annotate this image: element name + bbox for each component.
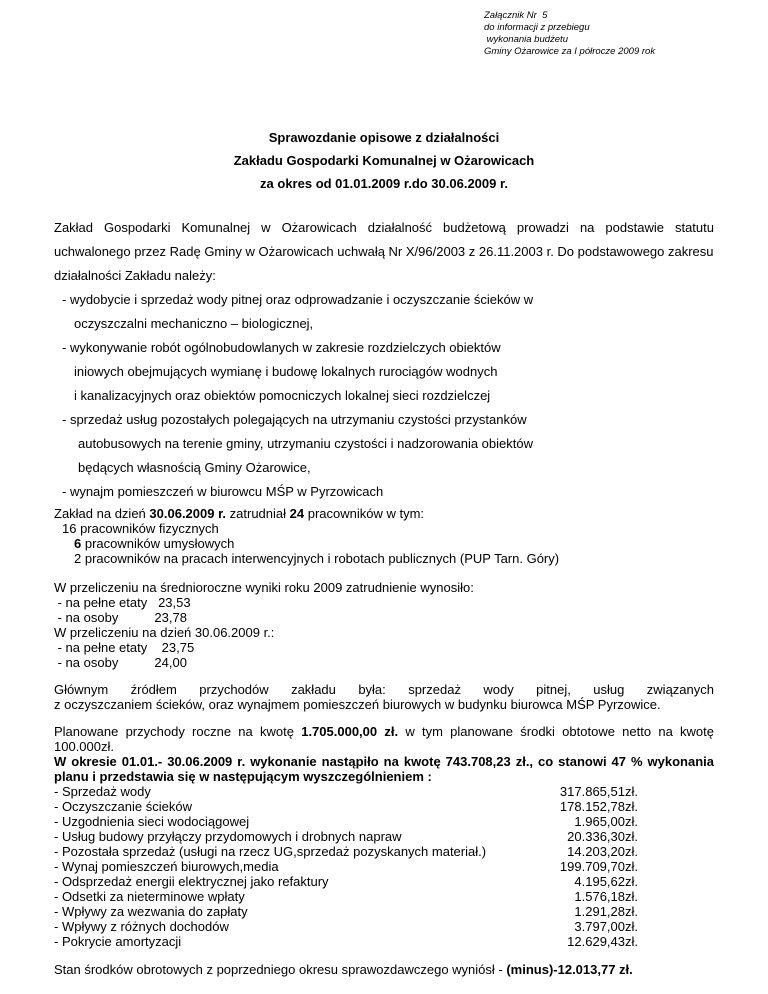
income-item-value: 1.576,18zł. [574,889,638,904]
scope-item: - wynajm pomieszczeń w biurowcu MŚP w Pyrzowicach [62,484,384,499]
income-item-value: 4.195,62zł. [574,874,638,889]
intro-line: Zakład Gospodarki Komunalnej w Ożarowicach działalność budżetową prowadzi na podstawie statutu [54,220,714,235]
income-source-line: z oczyszczaniem ścieków, oraz wynajmem pomieszczeń biurowych w budynku biurowca MŚP Pyrzowice. [54,697,661,712]
document-title-line-1: Sprawozdanie opisowe z działalności [268,130,500,145]
intro-line: uchwalonego przez Radę Gminy w Ożarowicach uchwałą Nr X/96/2003 z 26.11.2003 r. Do podstawowego zakresu [54,244,714,259]
averages-line: - na pełne etaty 23,53 [54,595,191,610]
income-item-value: 178.152,78zł. [559,799,638,814]
income-item-label: - Pozostała sprzedaż (usługi na rzecz UG,sprzedaż pozyskanych materiał.) [54,844,487,859]
income-item-label: - Pokrycie amortyzacji [54,934,182,949]
income-item-label: - Uzgodnienia sieci wodociągowej [54,814,250,829]
employment-office: 6 pracowników umysłowych [74,536,235,551]
planned-income-line: Planowane przychody roczne na kwotę 1.705.000,00 zł. w tym planowane środki obtotowe netto na kwotę [54,724,714,739]
scope-item: - wykonywanie robót ogólnobudowlanych w zakresie rozdzielczych obiektów [62,340,501,355]
execution-line: W okresie 01.01.- 30.06.2009 r. wykonanie nastąpiło na kwotę 743.708,23 zł., co stanowi 47 % wykonania [54,754,714,769]
scope-item: - wydobycie i sprzedaż wody pitnej oraz odprowadzanie i oczyszczanie ścieków w [62,292,534,307]
attachment-note-line: do informacji z przebiegu [484,22,590,33]
attachment-note-line: wykonania budżetu [484,34,568,45]
income-item-value: 317.865,51zł. [559,784,638,799]
scope-item: autobusowych na terenie gminy, utrzymaniu czystości i nadzorowania obiektów [78,436,533,451]
income-item-value: 1.291,28zł. [574,904,638,919]
employment-intervention: 2 pracowników na pracach interwencyjnych i robotach publicznych (PUP Tarn. Góry) [74,551,560,566]
income-item-label: - Sprzedaż wody [54,784,151,799]
income-item-label: - Wpływy za wezwania do zapłaty [54,904,248,919]
averages-line: - na pełne etaty 23,75 [54,640,195,655]
document-title-line-3: za okres od 01.01.2009 r.do 30.06.2009 r. [260,176,508,191]
income-item-value: 1.965,00zł. [574,814,638,829]
employment-line: Zakład na dzień 30.06.2009 r. zatrudniał 24 pracowników w tym: [54,506,425,521]
attachment-note [484,10,655,58]
execution-line: planu i przedstawia się w następującym wyszczególnieniem : [54,769,432,784]
averages-line: - na osoby 23,78 [54,610,187,625]
scope-item: i kanalizacyjnych oraz obiektów pomocniczych lokalnej sieci rozdzielczej [74,388,491,403]
income-item-label: - Wynaj pomieszczeń biurowych,media [54,859,279,874]
scope-item: - sprzedaż usług pozostałych polegających na utrzymaniu czystości przystanków [62,412,527,427]
averages-line: W przeliczeniu na dzień 30.06.2009 r.: [54,625,275,640]
planned-income-line: 100.000zł. [54,739,114,754]
closing-balance-line: Stan środków obrotowych z poprzedniego okresu sprawozdawczego wyniósł - (minus)-12.013,77 zł. [54,962,633,977]
income-item-value: 14.203,20zł. [567,844,638,859]
scope-item: oczyszczalni mechaniczno – biologicznej, [74,316,314,331]
income-item-label: - Usług budowy przyłączy przydomowych i drobnych napraw [54,829,402,844]
income-item-value: 20.336,30zł. [567,829,638,844]
scope-item: iniowych obejmujących wymianę i budowę lokalnych rurociągów wodnych [74,364,498,379]
averages-line: - na osoby 24,00 [54,655,187,670]
intro-line: działalności Zakładu należy: [54,268,216,283]
attachment-note-line: Załącznik Nr 5 [484,10,548,21]
attachment-note-line: Gminy Ożarowice za I półrocze 2009 rok [484,46,656,57]
income-item-value: 3.797,00zł. [574,919,638,934]
employment-physical: 16 pracowników fizycznych [62,521,219,536]
income-item-value: 12.629,43zł. [567,934,638,949]
income-item-label: - Odsprzedaż energii elektrycznej jako refaktury [54,874,329,889]
income-item-label: - Odsetki za nieterminowe wpłaty [54,889,245,904]
document-title-line-2: Zakładu Gospodarki Komunalnej w Ożarowicach [233,153,535,168]
scope-item: będących własnością Gminy Ożarowice, [78,460,311,475]
income-item-label: - Oczyszczanie ścieków [54,799,192,814]
income-item-label: - Wpływy z różnych dochodów [54,919,229,934]
income-source-line: Głównym źródłem przychodów zakładu była: sprzedaż wody pitnej, usług związanych [54,682,714,697]
income-item-value: 199.709,70zł. [559,859,638,874]
averages-line: W przeliczeniu na średnioroczne wyniki roku 2009 zatrudnienie wynosiło: [54,580,474,595]
